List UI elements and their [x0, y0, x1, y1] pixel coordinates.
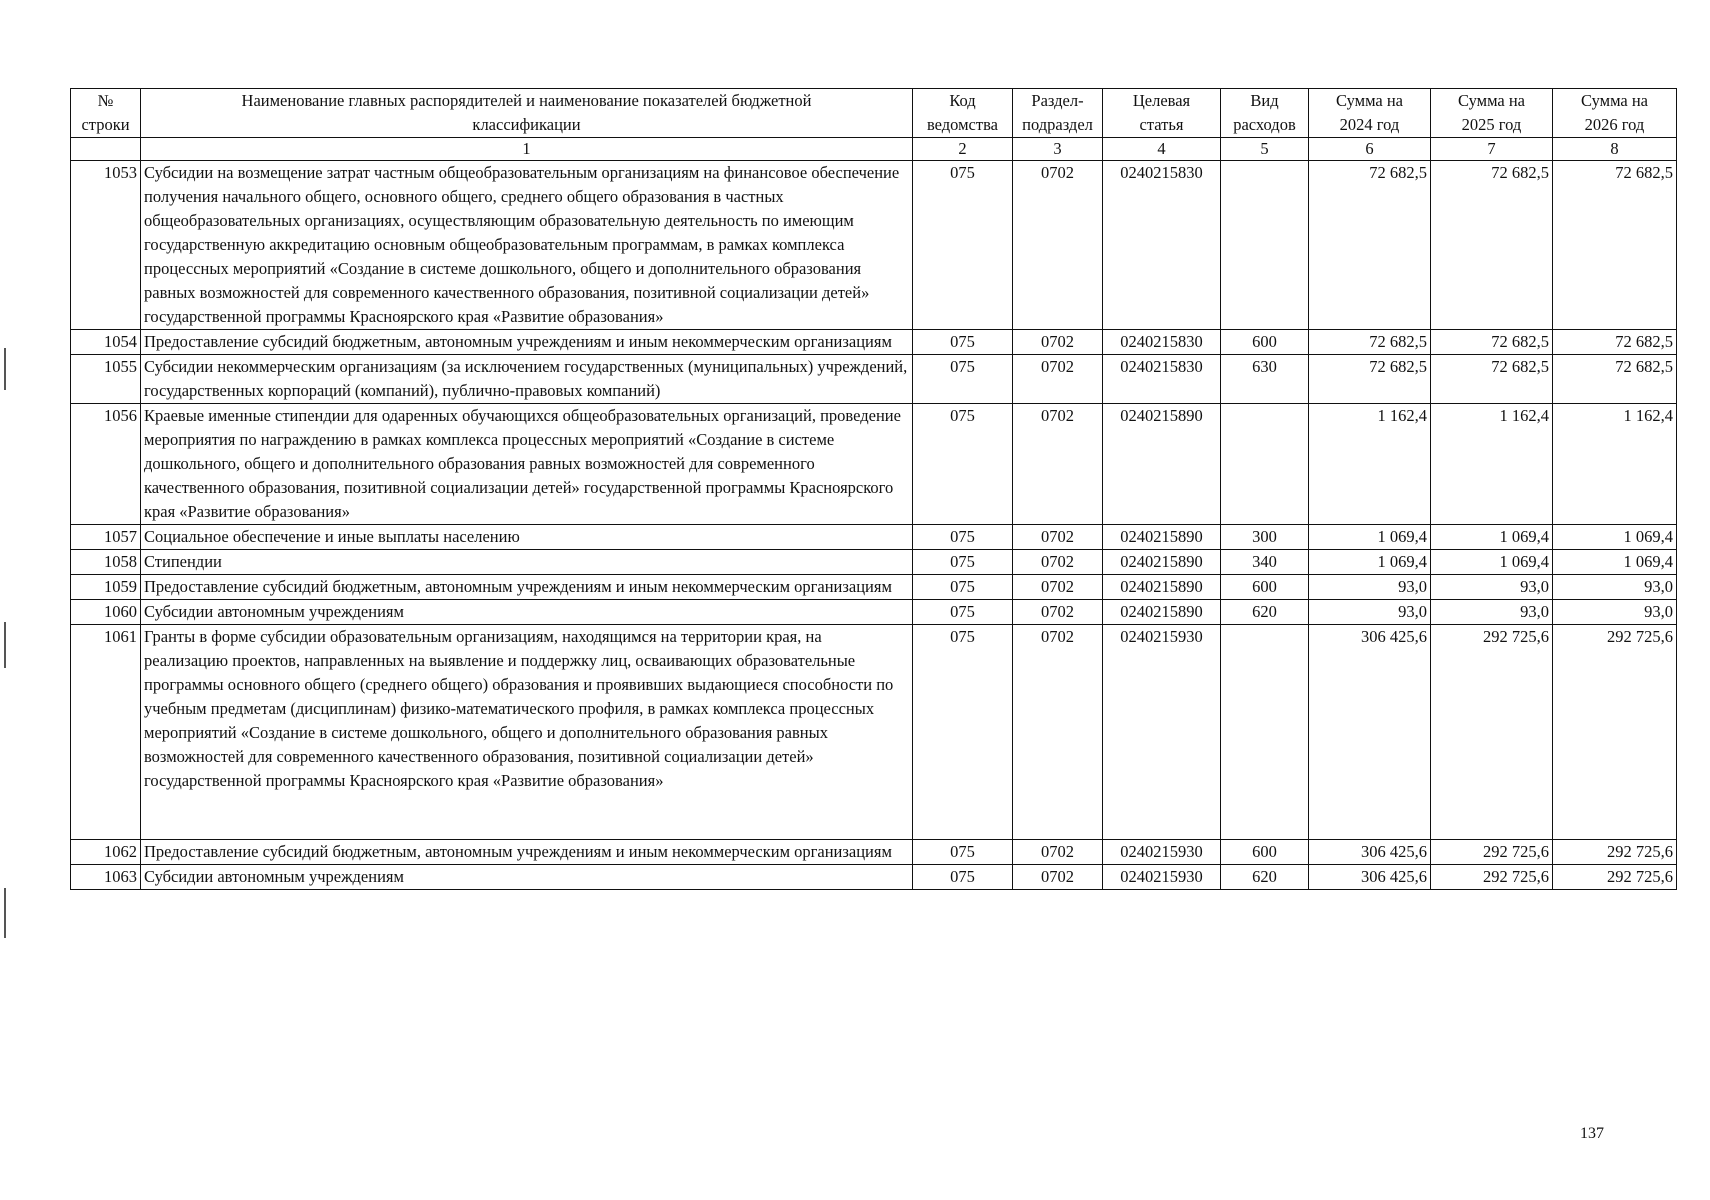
sum-2025: 292 725,6	[1431, 840, 1553, 865]
sum-2024: 306 425,6	[1309, 865, 1431, 890]
sum-2025: 1 069,4	[1431, 550, 1553, 575]
header-row-no: № строки	[71, 89, 141, 138]
sum-2025: 292 725,6	[1431, 865, 1553, 890]
expense-kind: 340	[1221, 550, 1309, 575]
sum-2025: 1 069,4	[1431, 525, 1553, 550]
sum-2024: 306 425,6	[1309, 840, 1431, 865]
dept-code: 075	[913, 525, 1013, 550]
row-number: 1063	[71, 865, 141, 890]
header-kind: Вид расходов	[1221, 89, 1309, 138]
table-row	[71, 865, 1677, 890]
row-number: 1062	[71, 840, 141, 865]
column-number: 6	[1309, 138, 1431, 161]
column-number: 8	[1553, 138, 1677, 161]
row-number: 1056	[71, 404, 141, 525]
target-article: 0240215890	[1103, 525, 1221, 550]
sum-2025: 1 162,4	[1431, 404, 1553, 525]
section-code: 0702	[1013, 404, 1103, 525]
column-number: 7	[1431, 138, 1553, 161]
sum-2024: 1 069,4	[1309, 525, 1431, 550]
sum-2024: 72 682,5	[1309, 161, 1431, 330]
row-number: 1054	[71, 330, 141, 355]
row-number: 1053	[71, 161, 141, 330]
dept-code: 075	[913, 575, 1013, 600]
row-name: Стипендии	[141, 550, 913, 575]
row-number: 1055	[71, 355, 141, 404]
expense-kind	[1221, 625, 1309, 840]
row-number: 1057	[71, 525, 141, 550]
sum-2026: 72 682,5	[1553, 161, 1677, 330]
table-row	[71, 161, 1677, 330]
target-article: 0240215930	[1103, 865, 1221, 890]
dept-code: 075	[913, 330, 1013, 355]
section-code: 0702	[1013, 625, 1103, 840]
target-article: 0240215890	[1103, 404, 1221, 525]
target-article: 0240215830	[1103, 330, 1221, 355]
sum-2026: 72 682,5	[1553, 330, 1677, 355]
row-number: 1058	[71, 550, 141, 575]
sum-2024: 93,0	[1309, 600, 1431, 625]
dept-code: 075	[913, 600, 1013, 625]
row-name: Предоставление субсидий бюджетным, автономным учреждениям и иным некоммерческим организациям	[141, 330, 913, 355]
expense-kind	[1221, 404, 1309, 525]
sum-2026: 292 725,6	[1553, 625, 1677, 840]
row-name: Субсидии на возмещение затрат частным общеобразовательным организациям на финансовое обеспечение получения начального общего, основного общего, среднего общего образования в частных общеобразовательных организациях, осуществляющим образовательную деятельность по имеющим государственную аккредитацию основным общеобразовательным программам, в рамках комплекса процессных мероприятий «Создание в системе дошкольного, общего и дополнительного образования равных возможностей для современного качественного образования, позитивной социализации детей» государственной программы Красноярского края «Развитие образования»	[141, 161, 913, 330]
row-number: 1060	[71, 600, 141, 625]
section-code: 0702	[1013, 355, 1103, 404]
sum-2026: 292 725,6	[1553, 865, 1677, 890]
row-number: 1059	[71, 575, 141, 600]
header-sum-2025: Сумма на 2025 год	[1431, 89, 1553, 138]
sum-2024: 1 162,4	[1309, 404, 1431, 525]
sum-2025: 93,0	[1431, 600, 1553, 625]
sum-2026: 292 725,6	[1553, 840, 1677, 865]
scan-margin-mark	[4, 888, 6, 938]
table-row	[71, 840, 1677, 865]
budget-table	[70, 88, 1677, 890]
expense-kind: 600	[1221, 840, 1309, 865]
sum-2025: 93,0	[1431, 575, 1553, 600]
sum-2026: 93,0	[1553, 600, 1677, 625]
table-row	[71, 330, 1677, 355]
expense-kind: 600	[1221, 575, 1309, 600]
table-row	[71, 355, 1677, 404]
expense-kind: 300	[1221, 525, 1309, 550]
row-name: Предоставление субсидий бюджетным, автономным учреждениям и иным некоммерческим организациям	[141, 575, 913, 600]
target-article: 0240215890	[1103, 600, 1221, 625]
section-code: 0702	[1013, 161, 1103, 330]
table-row	[71, 600, 1677, 625]
header-section: Раздел- подраздел	[1013, 89, 1103, 138]
dept-code: 075	[913, 865, 1013, 890]
target-article: 0240215830	[1103, 161, 1221, 330]
sum-2025: 292 725,6	[1431, 625, 1553, 840]
scan-margin-mark	[4, 348, 6, 390]
row-name: Субсидии некоммерческим организациям (за исключением государственных (муниципальных) учреждений, государственных корпораций (компаний), публично-правовых компаний)	[141, 355, 913, 404]
header-name: Наименование главных распорядителей и наименование показателей бюджетной классификации	[141, 89, 913, 138]
column-number-row	[71, 138, 1677, 161]
expense-kind: 620	[1221, 600, 1309, 625]
target-article: 0240215830	[1103, 355, 1221, 404]
row-name: Субсидии автономным учреждениям	[141, 865, 913, 890]
header-target: Целевая статья	[1103, 89, 1221, 138]
sum-2025: 72 682,5	[1431, 161, 1553, 330]
row-name: Субсидии автономным учреждениям	[141, 600, 913, 625]
sum-2024: 72 682,5	[1309, 355, 1431, 404]
expense-kind: 620	[1221, 865, 1309, 890]
sum-2024: 93,0	[1309, 575, 1431, 600]
column-number	[71, 138, 141, 161]
sum-2026: 1 162,4	[1553, 404, 1677, 525]
table-row	[71, 550, 1677, 575]
sum-2026: 1 069,4	[1553, 550, 1677, 575]
sum-2026: 1 069,4	[1553, 525, 1677, 550]
column-number: 3	[1013, 138, 1103, 161]
row-name: Гранты в форме субсидии образовательным организациям, находящимся на территории края, на реализацию проектов, направленных на выявление и поддержку лиц, осваивающих образовательные программы основного общего (среднего общего) образования и проявивших выдающиеся способности по учебным предметам (дисциплинам) физико-математического профиля, в рамках комплекса процессных мероприятий «Создание в системе дошкольного, общего и дополнительного образования равных возможностей для современного качественного образования, позитивной социализации детей» государственной программы Красноярского края «Развитие образования»	[141, 625, 913, 840]
sum-2025: 72 682,5	[1431, 330, 1553, 355]
dept-code: 075	[913, 840, 1013, 865]
row-name: Краевые именные стипендии для одаренных обучающихся общеобразовательных организаций, проведение мероприятия по награждению в рамках комплекса процессных мероприятий «Создание в системе дошкольного, общего и дополнительного образования равных возможностей для современного качественного образования, позитивной социализации детей» государственной программы Красноярского края «Развитие образования»	[141, 404, 913, 525]
header-sum-2024: Сумма на 2024 год	[1309, 89, 1431, 138]
sum-2024: 306 425,6	[1309, 625, 1431, 840]
row-name: Социальное обеспечение и иные выплаты населению	[141, 525, 913, 550]
expense-kind: 630	[1221, 355, 1309, 404]
table-row	[71, 575, 1677, 600]
dept-code: 075	[913, 355, 1013, 404]
section-code: 0702	[1013, 550, 1103, 575]
target-article: 0240215890	[1103, 575, 1221, 600]
target-article: 0240215930	[1103, 625, 1221, 840]
header-sum-2026: Сумма на 2026 год	[1553, 89, 1677, 138]
column-number: 1	[141, 138, 913, 161]
target-article: 0240215930	[1103, 840, 1221, 865]
column-number: 4	[1103, 138, 1221, 161]
dept-code: 075	[913, 550, 1013, 575]
dept-code: 075	[913, 625, 1013, 840]
section-code: 0702	[1013, 525, 1103, 550]
sum-2026: 72 682,5	[1553, 355, 1677, 404]
dept-code: 075	[913, 161, 1013, 330]
column-number: 5	[1221, 138, 1309, 161]
header-dept-code: Код ведомства	[913, 89, 1013, 138]
page-number: 137	[1580, 1125, 1604, 1142]
row-name: Предоставление субсидий бюджетным, автономным учреждениям и иным некоммерческим организациям	[141, 840, 913, 865]
section-code: 0702	[1013, 600, 1103, 625]
dept-code: 075	[913, 404, 1013, 525]
table-header-row	[71, 89, 1677, 138]
sum-2024: 1 069,4	[1309, 550, 1431, 575]
table-row	[71, 525, 1677, 550]
expense-kind	[1221, 161, 1309, 330]
section-code: 0702	[1013, 575, 1103, 600]
column-number: 2	[913, 138, 1013, 161]
section-code: 0702	[1013, 840, 1103, 865]
sum-2024: 72 682,5	[1309, 330, 1431, 355]
sum-2025: 72 682,5	[1431, 355, 1553, 404]
expense-kind: 600	[1221, 330, 1309, 355]
sum-2026: 93,0	[1553, 575, 1677, 600]
table-row	[71, 625, 1677, 840]
table-row	[71, 404, 1677, 525]
row-number: 1061	[71, 625, 141, 840]
section-code: 0702	[1013, 865, 1103, 890]
section-code: 0702	[1013, 330, 1103, 355]
target-article: 0240215890	[1103, 550, 1221, 575]
scan-margin-mark	[4, 622, 6, 668]
